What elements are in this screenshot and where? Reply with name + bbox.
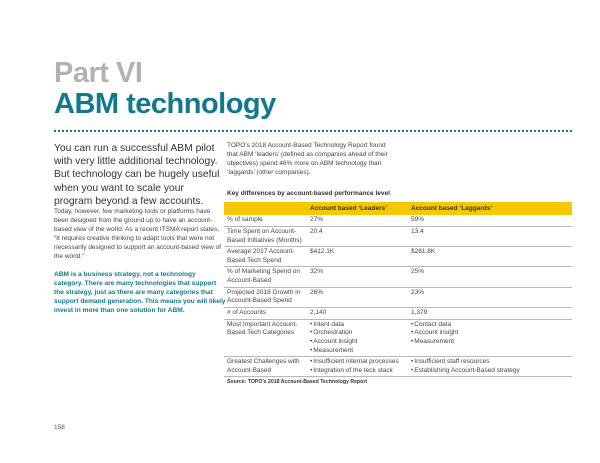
list-item: • Integration of the teck stack (310, 367, 405, 376)
list-item: • Account insight (411, 329, 569, 338)
intro-paragraph: You can run a successful ABM pilot with very little additional technology. But technology can be hugely useful when you want to scale your program beyond a few accounts. (54, 143, 220, 207)
source-note: Source: TOPO’s 2018 Account-Based Technology Report (227, 379, 368, 385)
part-label: Part VI (54, 57, 143, 89)
list-item: • Measurement (411, 338, 569, 347)
report-paragraph: TOPO’s 2018 Account-Based Technology Report found that ABM ‘leaders’ (defined as companies ahead of their objectives) spend 46% more on ABM technology than ‘laggards’ (other companies). (227, 142, 388, 176)
leaders-value: $412.1K (307, 247, 408, 267)
table-header-laggards: Account based ‘Laggards’ (408, 202, 572, 215)
table-header-row (224, 202, 572, 215)
laggards-value: 59% (408, 215, 572, 227)
table-title: Key differences by account-based performance level (227, 190, 390, 197)
body-paragraph: Today, however, few marketing tools or platforms have been designed from the ground up to have an account-based view of the world. As a recent ITSMA report states, “It requires creative thinking to adapt tools that were not necessarily designed to support an account-based view of the world.” (54, 208, 221, 260)
table-row (224, 287, 572, 307)
list-item: • Insufficient internal processes (310, 358, 405, 367)
performance-table (224, 202, 572, 377)
laggards-value: 25% (408, 267, 572, 287)
leaders-value: 2,140 (307, 307, 408, 319)
row-label: % of sample (224, 215, 307, 227)
laggards-value: 1,379 (408, 307, 572, 319)
page-number: 158 (54, 424, 65, 431)
row-label: # of Accounts (224, 307, 307, 319)
callout-paragraph: ABM is a business strategy, not a technology category. There are many technologies that support the strategy, just as there are many categories that support demand generation. This means you will likely invest in more than one solution for ABM. (54, 271, 226, 314)
page-title: ABM technology (54, 88, 276, 120)
laggards-value (408, 319, 572, 356)
laggards-value: 23% (408, 287, 572, 307)
table-row (224, 227, 572, 247)
list-item: • Intent data (310, 321, 405, 330)
list-item: • Account insight (310, 338, 405, 347)
table-header-blank (224, 202, 307, 215)
dotted-divider (54, 130, 572, 132)
table-row (224, 215, 572, 227)
row-label: Most Important Account-Based Tech Categories (224, 319, 307, 356)
row-label: Greatest Challenges with Account-Based (224, 357, 307, 377)
leaders-value: 27% (307, 215, 408, 227)
leaders-value: 20.4 (307, 227, 408, 247)
list-item: • Orchestration (310, 329, 405, 338)
table-row (224, 357, 572, 377)
row-label: % of Marketing Spend on Account-Based (224, 267, 307, 287)
table-row (224, 307, 572, 319)
laggards-value: $281.8K (408, 247, 572, 267)
row-label: Average 2017 Account-Based Tech Spend (224, 247, 307, 267)
list-item: • Insufficient staff resources (411, 358, 569, 367)
list-item: • Establishing Account-Based strategy (411, 367, 569, 376)
row-label: Projected 2018 Growth in Account-Based Spend (224, 287, 307, 307)
leaders-value (307, 319, 408, 356)
table-row (224, 319, 572, 356)
leaders-value: 32% (307, 267, 408, 287)
list-item: • Measurement (310, 347, 405, 356)
laggards-value (408, 357, 572, 377)
leaders-value: 26% (307, 287, 408, 307)
row-label: Time Spent on Account-Based Initiatives (Months) (224, 227, 307, 247)
laggards-value: 13.4 (408, 227, 572, 247)
leaders-value (307, 357, 408, 377)
table-row (224, 247, 572, 267)
table-header-leaders: Account based ‘Leaders’ (307, 202, 408, 215)
table-row (224, 267, 572, 287)
list-item: • Contact data (411, 321, 569, 330)
